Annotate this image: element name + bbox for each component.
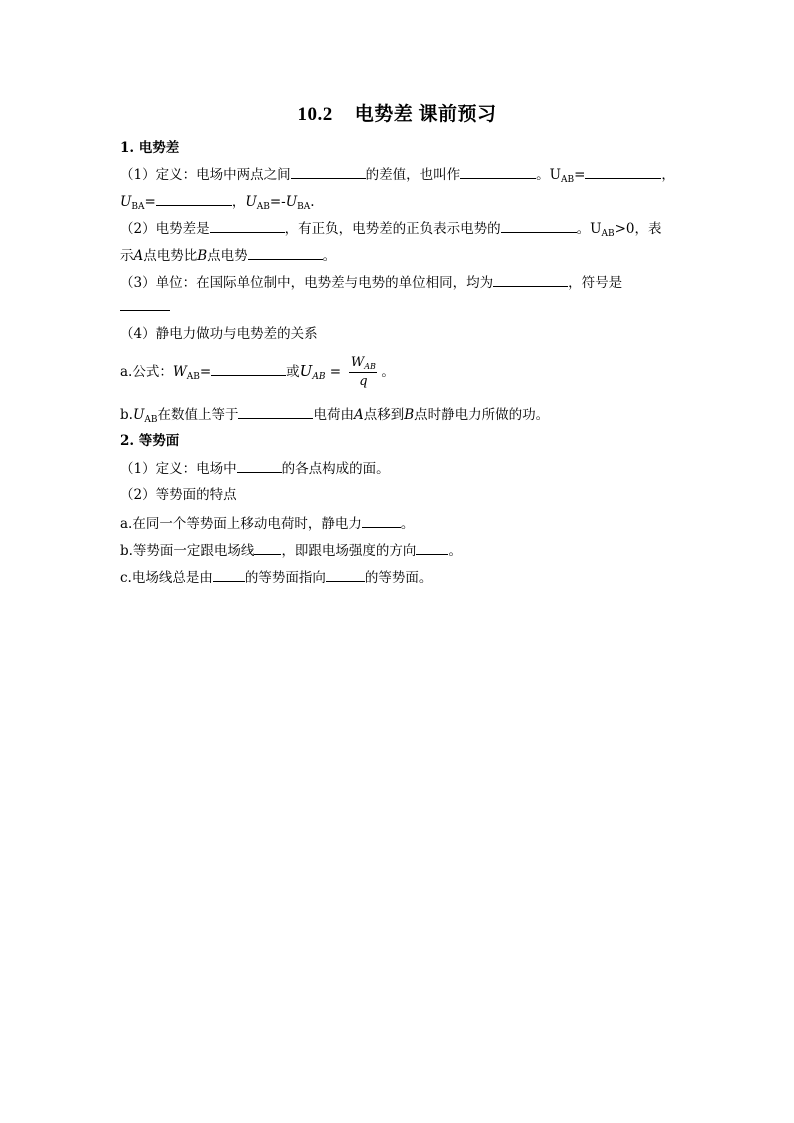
title-text: 电势差 课前预习 [354, 104, 497, 125]
text: c.电场线总是由 [120, 570, 213, 586]
text: 。U [576, 221, 602, 237]
text: = [574, 167, 586, 183]
text: 的等势面指向 [244, 570, 326, 586]
text: 。 [322, 248, 337, 264]
section1-heading: 1. 电势差 [120, 140, 180, 156]
blank-field[interactable] [213, 568, 245, 582]
text: = [199, 364, 212, 380]
text: = [325, 364, 346, 380]
text: b. [120, 407, 133, 423]
symbol: B [404, 407, 415, 423]
text: 点时静电力所做的功。 [414, 407, 550, 423]
symbol: U [120, 194, 132, 210]
s1-unit-line [120, 273, 622, 292]
s2-feature-c [120, 568, 432, 587]
page-title [0, 99, 794, 126]
text: ， [661, 167, 675, 183]
s1-definition-line [120, 165, 675, 184]
text: 的各点构成的面。 [281, 461, 390, 477]
text: 。 [448, 543, 462, 559]
text: = [144, 194, 156, 210]
fraction-numerator [349, 355, 377, 371]
text: 。 [381, 364, 395, 380]
subscript: AB [144, 415, 158, 425]
text: 电荷由 [313, 407, 354, 423]
blank-field[interactable] [493, 273, 568, 287]
s1-work-heading: （4）静电力做功与电势差的关系 [120, 326, 318, 342]
text: a.公式： [120, 364, 173, 380]
blank-field[interactable] [248, 246, 323, 260]
fraction-denominator: q [359, 374, 368, 389]
blank-field[interactable] [362, 514, 401, 528]
text: 点电势比 [143, 248, 198, 264]
blank-field[interactable] [238, 405, 313, 419]
blank-field[interactable] [291, 165, 366, 179]
text: =- [269, 194, 286, 210]
symbol: U [245, 194, 257, 210]
text: 示 [120, 248, 134, 264]
s2-definition-line [120, 459, 390, 478]
s2-feature-a [120, 514, 414, 533]
text: ，符号是 [568, 275, 623, 291]
blank-field[interactable] [585, 165, 661, 179]
symbol: U [132, 407, 145, 423]
subscript: AB [256, 202, 270, 212]
blank-field[interactable] [120, 297, 170, 311]
text: 点电势 [207, 248, 248, 264]
fraction-bar [349, 372, 377, 373]
blank-field[interactable] [156, 192, 232, 206]
text: 或 [286, 364, 300, 380]
blank-field[interactable] [460, 165, 536, 179]
s2-feature-b [120, 541, 462, 560]
s1-scalar-line [120, 219, 662, 238]
s2-features-heading: （2）等势面的特点 [120, 487, 237, 503]
blank-field[interactable] [416, 541, 448, 555]
text: 。 [400, 516, 415, 532]
text: 的等势面。 [364, 570, 433, 586]
s1-formula-line [120, 353, 395, 390]
s1-scalar-line2 [120, 246, 336, 265]
subscript: BA [131, 202, 145, 212]
subscript: BA [297, 202, 311, 212]
text: ， [231, 194, 246, 210]
text: 点移到 [363, 407, 405, 423]
blank-field[interactable] [237, 459, 282, 473]
blank-field[interactable] [211, 362, 286, 376]
text: 的差值，也叫作 [365, 167, 461, 183]
text: （2）电势差是 [120, 221, 210, 237]
title-number: 10.2 [297, 104, 333, 125]
symbol: U [299, 362, 313, 380]
symbol: W [350, 355, 365, 370]
text: ，有正负，电势差的正负表示电势的 [284, 221, 501, 237]
symbol: A [133, 248, 144, 264]
subscript: AB [364, 362, 376, 371]
text: 。U [536, 167, 561, 183]
subscript: AB [601, 229, 615, 239]
text: （1）定义：电场中 [120, 461, 237, 477]
blank-field[interactable] [210, 219, 285, 233]
subscript: AB [560, 175, 575, 185]
subscript: AB [186, 372, 200, 382]
text: ，即跟电场强度的方向 [281, 543, 417, 559]
section2-heading: 2. 等势面 [120, 433, 180, 449]
text: . [310, 194, 315, 210]
text: （3）单位：在国际单位制中，电势差与电势的单位相同，均为 [120, 275, 494, 291]
s1-definition-line2 [120, 192, 315, 211]
text: b.等势面一定跟电场线 [120, 543, 255, 559]
s1-unit-line2 [120, 297, 170, 316]
subscript: AB [312, 372, 326, 382]
text: >0，表 [614, 221, 662, 237]
blank-field[interactable] [501, 219, 577, 233]
symbol: U [285, 194, 298, 210]
symbol: W [172, 364, 187, 380]
blank-field[interactable] [326, 568, 365, 582]
text: 在数值上等于 [157, 407, 239, 423]
text: a.在同一个等势面上移动电荷时，静电力 [120, 516, 362, 532]
symbol: A [353, 407, 364, 423]
fraction [349, 355, 377, 390]
text: （1）定义：电场中两点之间 [120, 167, 291, 183]
s1-meaning-line [120, 405, 549, 424]
symbol: B [197, 248, 208, 264]
blank-field[interactable] [254, 541, 281, 555]
